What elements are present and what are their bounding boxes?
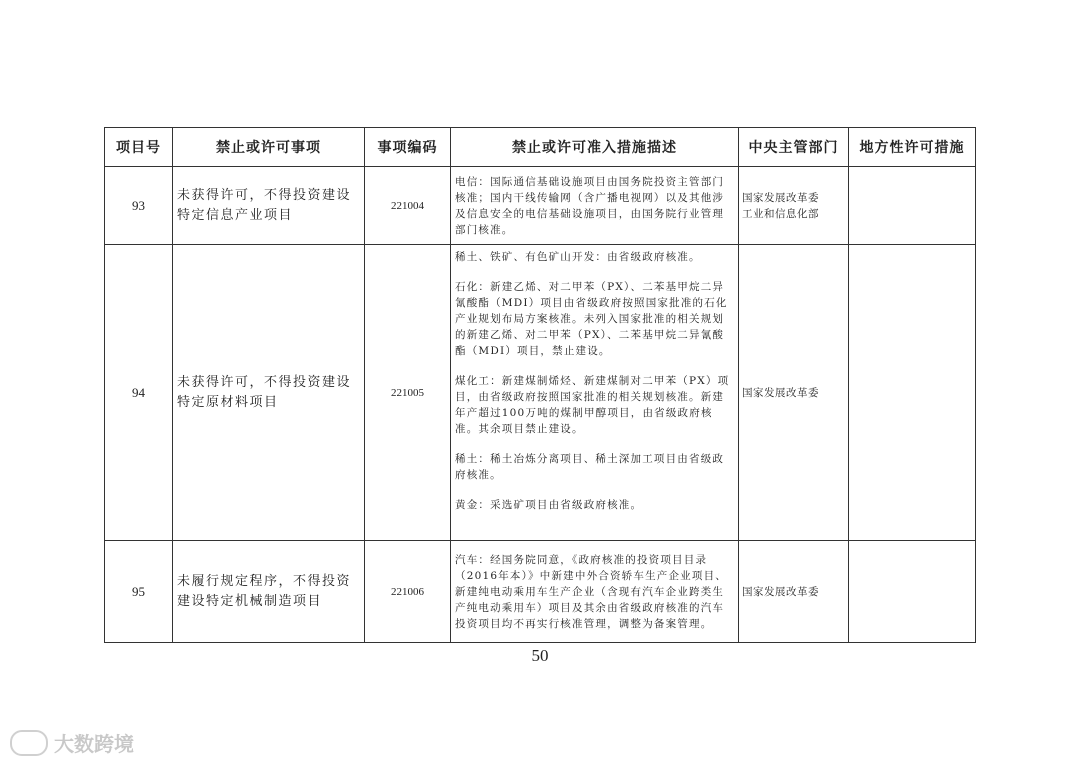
permit-table — [104, 127, 976, 643]
item-code: 221006 — [365, 541, 451, 643]
table-row — [105, 245, 976, 541]
item-code: 221005 — [365, 245, 451, 541]
description-paragraph: 黄金：采选矿项目由省级政府核准。 — [455, 499, 643, 511]
description-paragraph: 稀土、铁矿、有色矿山开发：由省级政府核准。 — [455, 251, 701, 263]
page-number: 50 — [531, 646, 549, 665]
watermark-logo-icon — [10, 730, 48, 756]
item-name: 未获得许可，不得投资建设特定原材料项目 — [173, 245, 365, 541]
table-row — [105, 167, 976, 245]
watermark — [10, 728, 134, 757]
department-name: 工业和信息化部 — [742, 207, 819, 220]
department-name: 国家发展改革委 — [742, 191, 819, 204]
description — [451, 167, 739, 245]
project-number: 94 — [105, 245, 173, 541]
item-name: 未获得许可，不得投资建设特定信息产业项目 — [173, 167, 365, 245]
item-name: 未履行规定程序，不得投资建设特定机械制造项目 — [173, 541, 365, 643]
department-name: 国家发展改革委 — [742, 585, 819, 598]
description — [451, 245, 739, 541]
watermark-text: 大数跨境 — [54, 732, 134, 756]
header-project-no: 项目号 — [105, 128, 173, 167]
table-header-row — [105, 128, 976, 167]
item-code: 221004 — [365, 167, 451, 245]
description-paragraph: 电信：国际通信基础设施项目由国务院投资主管部门核准；国内干线传输网（含广播电视网）以及其他涉及信息安全的电信基础设施项目，由国务院行业管理部门核准。 — [455, 175, 725, 236]
description — [451, 541, 739, 643]
department-name: 国家发展改革委 — [742, 386, 819, 399]
description-paragraph: 稀土：稀土冶炼分离项目、稀土深加工项目由省级政府核准。 — [455, 453, 725, 481]
header-description: 禁止或许可准入措施描述 — [451, 128, 739, 167]
department — [739, 541, 849, 643]
header-code: 事项编码 — [365, 128, 451, 167]
department — [739, 167, 849, 245]
description-paragraph: 汽车：经国务院同意，《政府核准的投资项目目录（2016年本）》中新建中外合资轿车生产企业项目、新建纯电动乘用车生产企业（含现有汽车企业跨类生产纯电动乘用车）项目及其余由省级政府核准的汽车投资项目均不再实行核准管理，调整为备案管理。 — [455, 553, 727, 630]
description-paragraph: 煤化工：新建煤制烯烃、新建煤制对二甲苯（PX）项目，由省级政府按照国家批准的相关规划核准。新建年产超过100万吨的煤制甲醇项目，由省级政府核准。其余项目禁止建设。 — [455, 375, 730, 435]
description-paragraph: 石化：新建乙烯、对二甲苯（PX）、二苯基甲烷二异氰酸酯（MDI）项目由省级政府按照国家批准的石化产业规划布局方案核准。未列入国家批准的相关规划的新建乙烯、对二甲苯（PX）、二苯基甲烷二异氰酸酯（MDI）项目，禁止建设。 — [455, 281, 728, 357]
local-measures — [849, 541, 976, 643]
header-local-measures: 地方性许可措施 — [849, 128, 976, 167]
local-measures — [849, 167, 976, 245]
project-number: 95 — [105, 541, 173, 643]
local-measures — [849, 245, 976, 541]
header-item: 禁止或许可事项 — [173, 128, 365, 167]
project-number: 93 — [105, 167, 173, 245]
table-row — [105, 541, 976, 643]
department — [739, 245, 849, 541]
header-department: 中央主管部门 — [739, 128, 849, 167]
